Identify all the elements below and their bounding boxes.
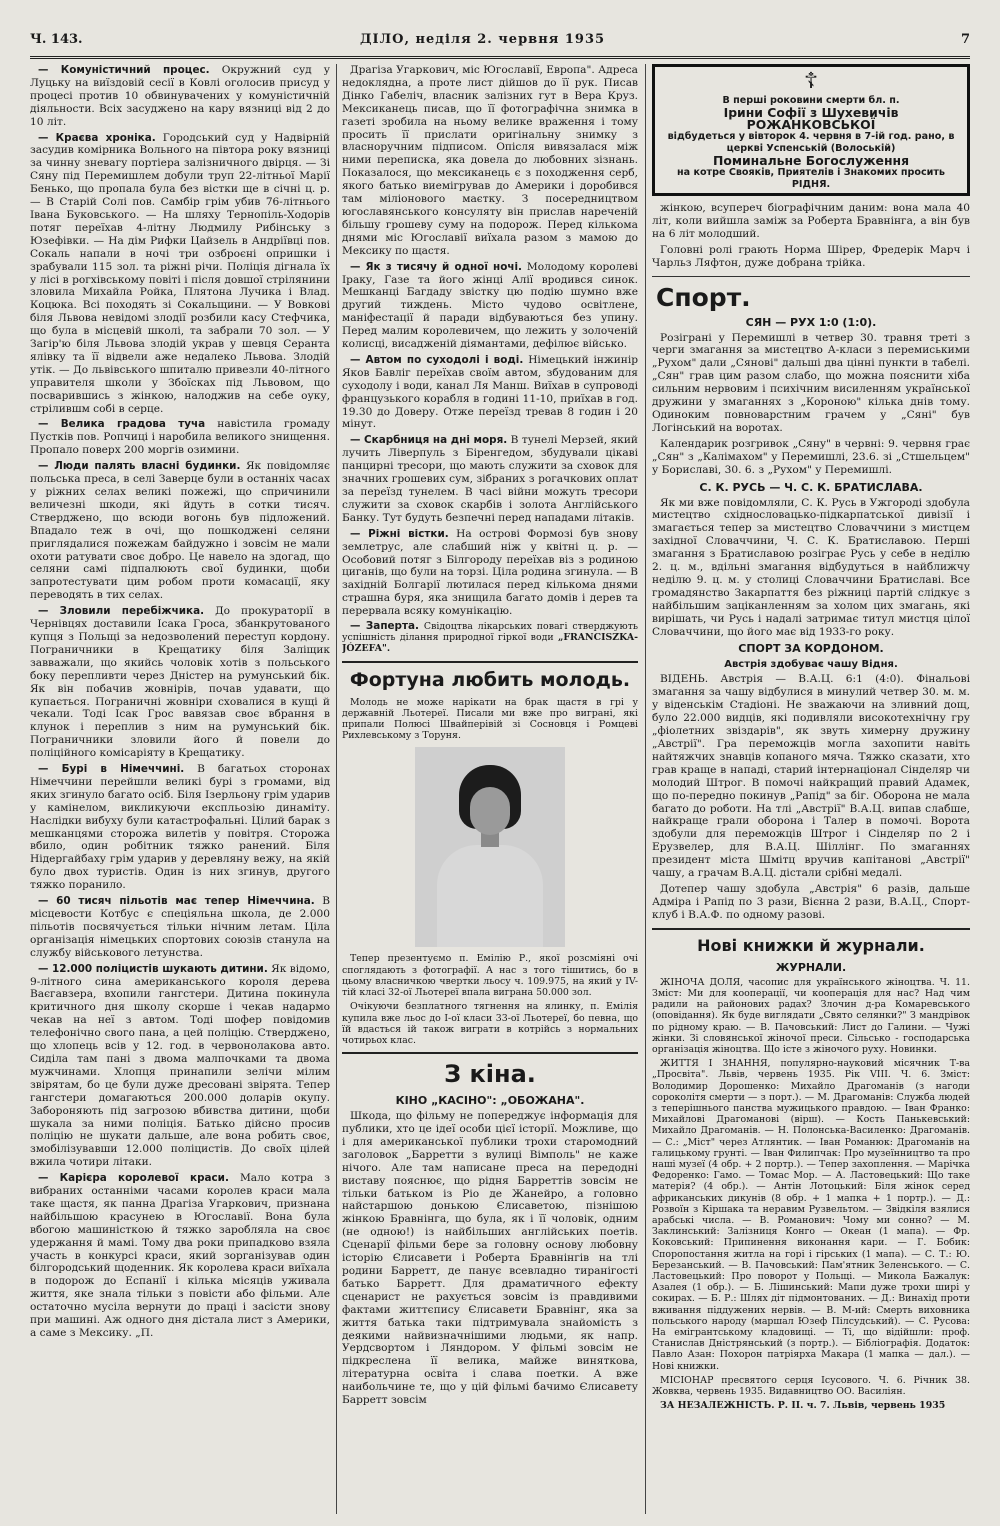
news-item [30, 605, 330, 760]
news-item-keyword: — Карієра королевої краси. [38, 1172, 229, 1185]
news-item [30, 763, 330, 892]
divider [342, 661, 638, 663]
orthodox-cross-icon: ☦ [803, 69, 819, 94]
news-list-col1 [30, 64, 330, 1340]
news-item-text: навістила громаду Пустків пов. Ропчиці і наробила великого знищення. Пропало поверх 200 моргів озимини. [30, 418, 330, 457]
news-item-text: Драгіза Угаркович, міс Югославії, Европа". Адреса недоклядна, а проте лист дійшов до її рук. Писав Дінко Габеліч, власник залізних гут в Вера Круз. Мексиканець писав, що її фотографічна знимка в газеті зробила на ньому велике враження і тому просить її прислати оригінальну знимку з власноручним підписом. Опісля вивязалася між ними переписка, яка довела до любовних зізнань. Показалося, що мексиканець є з походження серб, якого батько виемігрував до Америки і доробився там міліонового маєтку. З посередництвом югославянського консуляту він прислав нареченій більшу грошеву суму на подорож. Перед кількома днями міс Югославії виїхала разом з мамою до Мексику по щастя. [342, 64, 638, 257]
news-item-text: Молодому королеві Іраку, Газе та його жінці Алії вродився синок. Мешканці Багдаду звістку цю подію шумно вже другий тиждень. Місто чудово освітлене, маніфестації й паради відбуваються без упину. Перед малим королевичем, що лежить у золоченій колисці, висадженій діямантами, дефілює військо. [342, 260, 638, 351]
books-p2: ЖИТТЯ І ЗНАННЯ, популярно-науковий місячник Т-ва „Просвіта". Львів, червень 1935. Рік VIII. Ч. 6. Зміст: Володимир Дорошенко: Михайло Драгоманів (з нагоди сороколітя смерти — з порт.). — М. Драгоманів: Служба людей з теперішнього панства мужицького правдою. — Іван Франко: Михайлові Драгоманові (вірш). — Кость Панькевський: Михайло Драгоманів. — Н. Полонська-Василенко: Драгоманів. — С.: „Міст" через Атлянтик. — Іван Романюк: Драгоманів на галицькому грунті. — Іван Филипчак: Про музеїнництво та про наші музеї (4 обр. + 2 портр.). — Тепер захоплення. — Марічка Федоренко: Гамо. — Томас Мор. — А. Ластовецький: Що таке матерія? (4 обр.). — Антін Лотоцький: Біля жінок серед африканських дикунів (8 обр. + 1 мапка + 1 портр.). — Д.: Розвоїн з Кіршака та неравим Рузвельтом. — Звідкіля взялися арабські числа. — В. Романович: Чому ми сонно? — М. Заклинський: Залізниця Конго — Океан (1 мапа). — Фр. Коковський: Припинення виконання кари. — Г. Бобик: Споропостання житла на горі і гірських (1 мапа). — С. Т.: Ю. Березанський. — В. Пачовський: Пам'ятник Зеленського. — С. Ластовецький: Про поворот у Польщі. — Микола Бажалук: Азалея (1 обр.). — Б. Лішинський: Мапи дуже трохи ширі у сокирах. — Б. Р.: Шлях діт підмонтованих. — Д.: Винахід проти вживання піддужених нервів. — В. М-ий: Смерть виховника польського народу (маршал Юзеф Пілсудський). — С. Русова: На емігрантському кладовищі. — Ті, що відійшли: проф. Станислав Дністрянський (з портр.). — Бібліографія. Додаток: Павло Азан: Похорон патріярха Макара (1 мапка — дал.). — Нові книжки. [652, 1058, 970, 1372]
portrait-photo [415, 747, 565, 947]
books-title: Нові книжки й журнали. [697, 935, 925, 955]
news-item-text: До прокураторії в Чернівцях доставили Ісака Гроса, збанкрутованого купця з Польщі за недозволений переступ кордону. Пограничники в Крещатику біля Заліщик завважали, що якийсь чоловік хотів з польського боку перепливти через Дністер на румунський бік. Як він побачив жовнірів, почав удавати, що купається. Пограничні жовніри сховалися в кущі й чекали. Тоді Ісак Грос вавязав своє вбрання в клунок і переплив з ним на румунський бік. Пограничники зловили його й повели до поліційного комісаріяту в Крещатику. [30, 605, 330, 760]
news-item [30, 460, 330, 602]
cinema-cast: Головні ролі грають Норма Шірер, Фредерік Марч і Чарльз Ляфтон, дуже добрана трійка. [652, 243, 970, 269]
books-sub: ЖУРНАЛИ. [775, 960, 847, 974]
news-item [30, 1172, 330, 1340]
sport-p1: Розіграні у Перемишлі в четвер 30. травня треті з черги змагання за мистецтво А-класи з перемиськими „Рухом" дали „Сянові" дальші два цінні пункти в табелі. „Сян" грав цим разом слабо, що можна пояснити хіба сильним нервовим і психічним висиленням української дружини у змаганнях з „Короною" кілька днів тому. Одиноким повноварстним грачем у „Сяні" був Логінський на воротах. [652, 331, 970, 434]
memorial-notice [652, 64, 970, 196]
books-p3: МІСІОНАР пресвятого серця Ісусового. Ч. 6. Річник 38. Жовква, червень 1935. Видавництво ОО. Василіян. [652, 1374, 970, 1397]
sport-p5: Дотепер чашу здобула „Австрія" 6 разів, дальше Адміра і Рапід по 3 рази, Вієнна 2 рази, В.А.Ц., Спорт-клуб і В.А.Ф. по одному разові. [652, 882, 970, 921]
cinema-review: Шкода, що фільму не попереджує інформація для публики, хто це ідеї особи цієї історії. Можливе, що і для американської публики трохи старомодний заголовок „Барретти з вулиці Вімполь" не каже нічого. Але там написане преса на передодні виставу пояснює, що рідня Барреттів зовсім не тільки батьком із Ріо де Жанейро, а головно найстаршою донькою Єлисаветою, пізнішою жінкою Бравнінга, що була, як і її чоловік, одним (не одною!) із найбільших англійських поетів. Сценарії фільми бере за головну основу любовну історію Єлисавети і Роберта Бравнінгів на тлі родини Барретт, де панує всевладно тиранігості батько Барретт. Для драматичного ефекту сценарист не рахується зовсім із правдивими фактами життєпису Єлисавети Бравнінг, яка за життя батька таки підтримувала знайомість з деякими найвизначнішими людьми, як напр. Уердсвортом і Ляндором. У фільмі зовсім не підкреслена її велика, майже виняткова, літературна освіта і слава поетки. А вже наибольчине те, що у цій фільмі бачимо Єлисавету Барретт зовсім [342, 1110, 638, 1407]
notice-service: Поминальне Богослуження [712, 153, 910, 168]
column-rule [336, 64, 337, 1514]
news-item [342, 261, 638, 351]
news-item-text: В багатьох сторонах Німеччини перейшли великі бурі з громами, від яких згинуло багато осіб. Біля Ізерльону грім ударив у камінелом, викликуючи експльозію динаміту. Наслідки вибуху були катастрофальні. Цілий барак з мешканцями сторожа вилетів у повітря. Сторожа вбило, один робітник тяжко ранений. Біля Нідергайбаху грім ударив у деревляну вежу, на якій було двох туристів. Один із них згинув, другого тяжко поранило. [30, 763, 330, 892]
ad-keyword: — Заперта. [350, 620, 419, 633]
mineral-water-ad [342, 621, 638, 655]
news-item [342, 528, 638, 618]
news-item-text: Окружний суд у Луцьку на виїздовій сесії в Ковлі оголосив присуд у процесі против 10 обвинувачених у комуністичній діяльности. Всіх засуджено на кару вязниці від 2 до 10 літ. [30, 64, 330, 128]
news-item-keyword: — Люди палять власні будинки. [38, 460, 241, 473]
news-item [30, 963, 330, 1170]
divider [342, 1052, 638, 1054]
notice-line-3: на котре Свояків, Приятелів і Знакомих просить РІДНЯ. [677, 167, 945, 190]
notice-line-2: відбудеться у вівторок 4. червня в 7-ій год. рано, в церкві Успенській (Волоській) [667, 131, 955, 154]
sport-sub-1: СЯН — РУХ 1:0 (1:0). [745, 315, 877, 329]
column-rule [645, 64, 646, 1514]
news-item [30, 418, 330, 457]
ad-text: Свідоцтва лікарських повагі стверджують успішність ділання природної гіркої води [342, 621, 638, 644]
ad-brand: „FRANCISZKA-JÓZEFA". [342, 632, 638, 655]
news-item-text: Як відомо, 9-літного сина американського короля дерева Ваєгавзера, вхопили гангстери. Дитина покинула критичного дня школу скорше і чекав надармо чекав на неї з автом. Тоді шофер повідомив телефонічно свого пана, а цей поліцію. Стверджено, що хлопець всів у 12. год. в червонолакова авто. Сиділа там пані з двома малпочками та двома мужчинами. Хлопця принапили зелічи мілим звірятам, бо це були дуже дресовані звірята. Тепер гангстери домагаються 200.000 доларів окупу. Забороняють під загрозою вбивства дитини, щоби шукала за ними поліція. Батько дійсно просив поліцію не шукати дальше, але вона робить своє, змобілізувавши 12.000 поліцистів. До своїх цілей вжила чотири літаки. [30, 962, 330, 1169]
news-item-keyword: — Велика градова туча [38, 418, 206, 431]
news-item [30, 132, 330, 416]
masthead [30, 28, 970, 59]
news-item [342, 354, 638, 431]
sport-p3: Як ми вже повідомляли, С. К. Русь в Ужгороді здобула мистецтво східнословацько-підкарпатської дивізії і змагається тепер за мистецтво Словаччини з мистцем західної Словаччини, Ч. С. К. Братиславою. Перші змагання з Братиславою розіграє Русь у себе в неділю 2. ц. м., вдільні змагання відбудуться в найближчу неділю 9. ц. м. у столиці Словаччини Братиславі. Все громадянство Закарпаття без ріжниці партій слідкує з найбільшим заціканленням за холом цих змагань, які вирішать, чи Русь і надалі затримає титул мистця цілої Словаччини, що його має від 1933-го року. [652, 496, 970, 638]
news-item-text: Німецький інжинір Яков Бавліг переїхав своїм автом, збудованим для суходолу і води, канал Ля Манш. Виїхав в супроводі французького корабля в годині 11-10, приїхав в год. 19.30 до Доверу. Отже переїзд тревав 8 годин і 20 мінут. [342, 353, 638, 431]
books-p4: ЗА НЕЗАЛЕЖНІСТЬ. Р. II. ч. 7. Львів, червень 1935 [660, 1400, 946, 1412]
sport-p2: Календарик розгривок „Сяну" в червні: 9. червня грає „Сян" з „Калімахом" у Перемишлі, 23.6. зі „Стшельцем" у Бориславі, 30. 6. з „Рухом" у Перемишлі. [652, 437, 970, 476]
notice-line-1: В перші роковини смерти бл. п. [722, 95, 900, 106]
divider [652, 928, 970, 930]
news-item-keyword: — Як з тисячу й одної ночі. [350, 260, 522, 273]
news-item-keyword: — Бурі в Німеччині. [38, 763, 185, 776]
news-item-text: Мало котра з вибраних останніми часами королев краси мала таке щастя, як панна Драгіза Угаркович, признана найбільшою красунею в Югославії. Вона була вбогою машиністкою й тяжко заробляла на своє удержання й мамі. Тому два роки припадково взяла участь в конкурсі краси, який зорганізував один білгородський щоденник. Як королева краси виїхала в подорож до Еспанії і кілька місяців уживала життя, яке знала тільки з повісти або фільми. Але остаточно мусіла вернути до праці і засісти знову при машині. Аж одного дня дістала лист з Америки, а саме з Мексику. „П. [30, 1172, 330, 1339]
news-item [342, 434, 638, 524]
books-p1: ЖІНОЧА ДОЛЯ, часопис для українського жіноцтва. Ч. 11. Зміст: Ми для кооперації, чи кооперація для нас? Над чим радили на районових радах? Злочин д-ра Комаревського (оповідання). Як буде виглядати „Свято селянки?" З мандрівок по рідному краю. — В. Пачовський: Лист до Галини. — Чужі жінки. Зі словянської жіночої преси. Сільсько - господарська організація жіноцтва. Що істе з жіночого руху. Новинки. [652, 976, 970, 1055]
news-item-keyword: — Зловили перебіжчика. [38, 605, 205, 618]
fortune-intro: Молодь не може нарікати на брак щастя в грі у державній Льотереї. Писали ми вже про виграні, які припали Полюсі Швайперівій зі Сосновця і Ромцеві Рихлевському з Торуня. [342, 696, 638, 742]
notice-name: Ірини Софії з Шухевичів РОЖАНКОВСЬКОЇ [723, 105, 899, 132]
news-item-text: Як повідомляє польська преса, в селі Заверце були в останніх часах у ріжних селах великі пожежі, що спричинили величезні шкоди, які йдуть в сотки тисяч. Стверджено, що всюди вогонь був підложений. Впадало теж в очі, що пошкоджені селяни приглядалися пожежам байдужно і зовсім не мали охоти ратувати своє добро. Це навело на здогад, що селяни самі підпалюють свої будинки, щоби запротестувати цим робом проти комасації, яку переводять в тих селах. [30, 460, 330, 602]
page-number: 7 [960, 32, 970, 47]
cinema-continued: жінкою, всупереч біографічним даним: вона мала 40 літ, коли вийшла заміж за Роберта Бравнінга, а він був на 6 літ молодший. [652, 202, 970, 240]
news-item [30, 64, 330, 129]
fortune-title: Фортуна любить молодь. [349, 668, 631, 691]
masthead-title: ДІЛО, неділя 2. червня 1935 [360, 32, 606, 47]
news-item [30, 895, 330, 960]
news-item-keyword: — Скарбниця на дні моря. [350, 434, 508, 447]
issue-number: Ч. 143. [30, 32, 83, 47]
news-item [342, 64, 638, 258]
news-list-col2 [342, 64, 638, 618]
news-item-keyword: — Автом по суходолі і воді. [350, 353, 524, 366]
sport-p4: ВІДЕНЬ. Австрія — В.А.Ц. 6:1 (4:0). Фінальові змагання за чашу відбулися в минулий четвер 30. м. м. у віденськім Стадіоні. Не зважаючи на зливний дощ, було 22.000 видців, які подивляли високотехнічну гру „фіолетних звіздарів", як звуть химерну дружину „Австрії". Гра переможців могла захопити навіть найтяжчих знавців копаного мяча. Тяжко сказати, хто грав краще в нападі, старий інтернаціонал Сінделяр чи молодий Штрог. В помочі найкращий правий Адамек, що по-передно покинув „Рапід" за біг. Оборона не мала багато до роботи. На тлі „Австрії" В.А.Ц. випав слабше, найкраще грали оборона і Талер в помочі. Ворота здобули для переможців Штрог і Сінделяр по 2 і Ерузвелер, для В.А.Ц. Шіллінг. По змаганнях президент міста Шмітц вручив капітанові „Австрії" чашу, а грачам В.А.Ц. дістали срібні медалі. [652, 673, 970, 880]
news-item-keyword: — Комуністичний процес. [38, 64, 210, 76]
news-item-text: В місцевости Котбус є спеціяльна школа, де 2.000 пільотів посвячується тільки нічним летам. Ціла організація німецьких спортових союзів станула на службу військового летунства. [30, 895, 330, 959]
sport-sub-2: С. К. РУСЬ — Ч. С. К. БРАТИСЛАВА. [699, 480, 923, 494]
news-item-text: В тунелі Мерзей, який лучить Ліверпуль з Біренгедом, збудували цікаві панцирні тресори, що мають служити за сховок для значних грошевих сум, зібраних з рогачкових оплат за переїзд тунелем. В часі війни можуть тресори служити за сховок скарбів і золота Англійського Банку. Тут будуть безпечні перед нападами літаків. [342, 434, 638, 524]
sport-sub-3: СПОРТ ЗА КОРДОНОМ. [738, 642, 884, 656]
cinema-title: З кіна. [444, 1060, 536, 1089]
sport-sub-4: Австрія здобуває чашу Відня. [724, 659, 898, 671]
column-1 [30, 64, 330, 1516]
news-item-text: Городський суд у Надвірній засудив комірника Вольного на півтора року вязниці за чинну зневагу портіера залізничного двірця. — Зі Сяну під Перемишлем добули труп 22-літньої Марії Бенько, що пропала була без вістки ще в січні ц. р. — В Старій Солі пов. Самбір грім убив 76-літнього Івана Буковського. — На шляху Тернопіль-Ходорів потяг переїхав 4-літну Людмилу Рибінську з Юзефівки. — На дім Рифки Цайзель в Андріївці пов. Сокаль напали в ночі три озброєні опришки і зрабували 115 зол. та ріжні річи. Поліція дігнала їх у лісі в рогхівському повіті і після довшої стрілянини зловила Михайла Ройка, Плятона Лучика і Влад. Коцюка. Всі походять зі Сокальщини. — У Вовкові біля Львова невідомі злодії розбили касу Стефчика, що була в місцевій школі, та забрали 70 зол. — У Загір'ю біля Львова злодій украв у шевця Серанта ялівку та її відвели аже недалеко Львова. Злодій утік. — До львівського шпиталю привезли 40-літного управителя школи у Збоїсках під Львовом, що посварившись з жінкою, налоджив на себе оуку, стрілившм собі в серце. [30, 131, 330, 415]
divider [652, 276, 970, 277]
news-item-text: На острові Формозі був знову землетрус, але слабший ніж у квітні ц. р. — Особовий потяг з Білгороду переїхав віз з родиною циганів, що були на торзі. Ціла родина згинула. — В західній Болгарії лютилася перед кількома днями страшна буря, яка знищила багато домів і дерев та перервала всяку комунікацію. [342, 527, 638, 618]
news-item-keyword: — 60 тисяч пільотів має тепер Німеччина. [38, 895, 315, 908]
fortune-caption-2: Очікуючи безплатного тягнення на ялинку, п. Емілія купила вже льос до I-ої класи 33-ої Льотереї, бо певна, що їй вдасться ій також виграти в котрійсь з нормальних чотирьох клас. [342, 1001, 638, 1046]
column-2 [342, 64, 638, 1516]
news-item-keyword: — 12.000 поліцистів шукають дитини. [38, 962, 268, 975]
column-3 [652, 64, 970, 1516]
news-item-keyword: — Ріжні вістки. [350, 527, 449, 540]
fortune-caption: Тепер презентуємо п. Емілію Р., якої розсміяні очі споглядають з фотографії. А нас з того тішитись, бо в цьому власничкою чвертки льосу ч. 109.975, на який у IV-тій класі 32-ої Льотереї впала виграна 50.000 зол. [342, 953, 638, 999]
sport-title: Спорт. [656, 282, 751, 312]
cinema-subtitle: КІНО „КАСІНО": „ОБОЖАНА". [395, 1094, 585, 1108]
news-item-keyword: — Краєва хроніка. [38, 131, 156, 144]
